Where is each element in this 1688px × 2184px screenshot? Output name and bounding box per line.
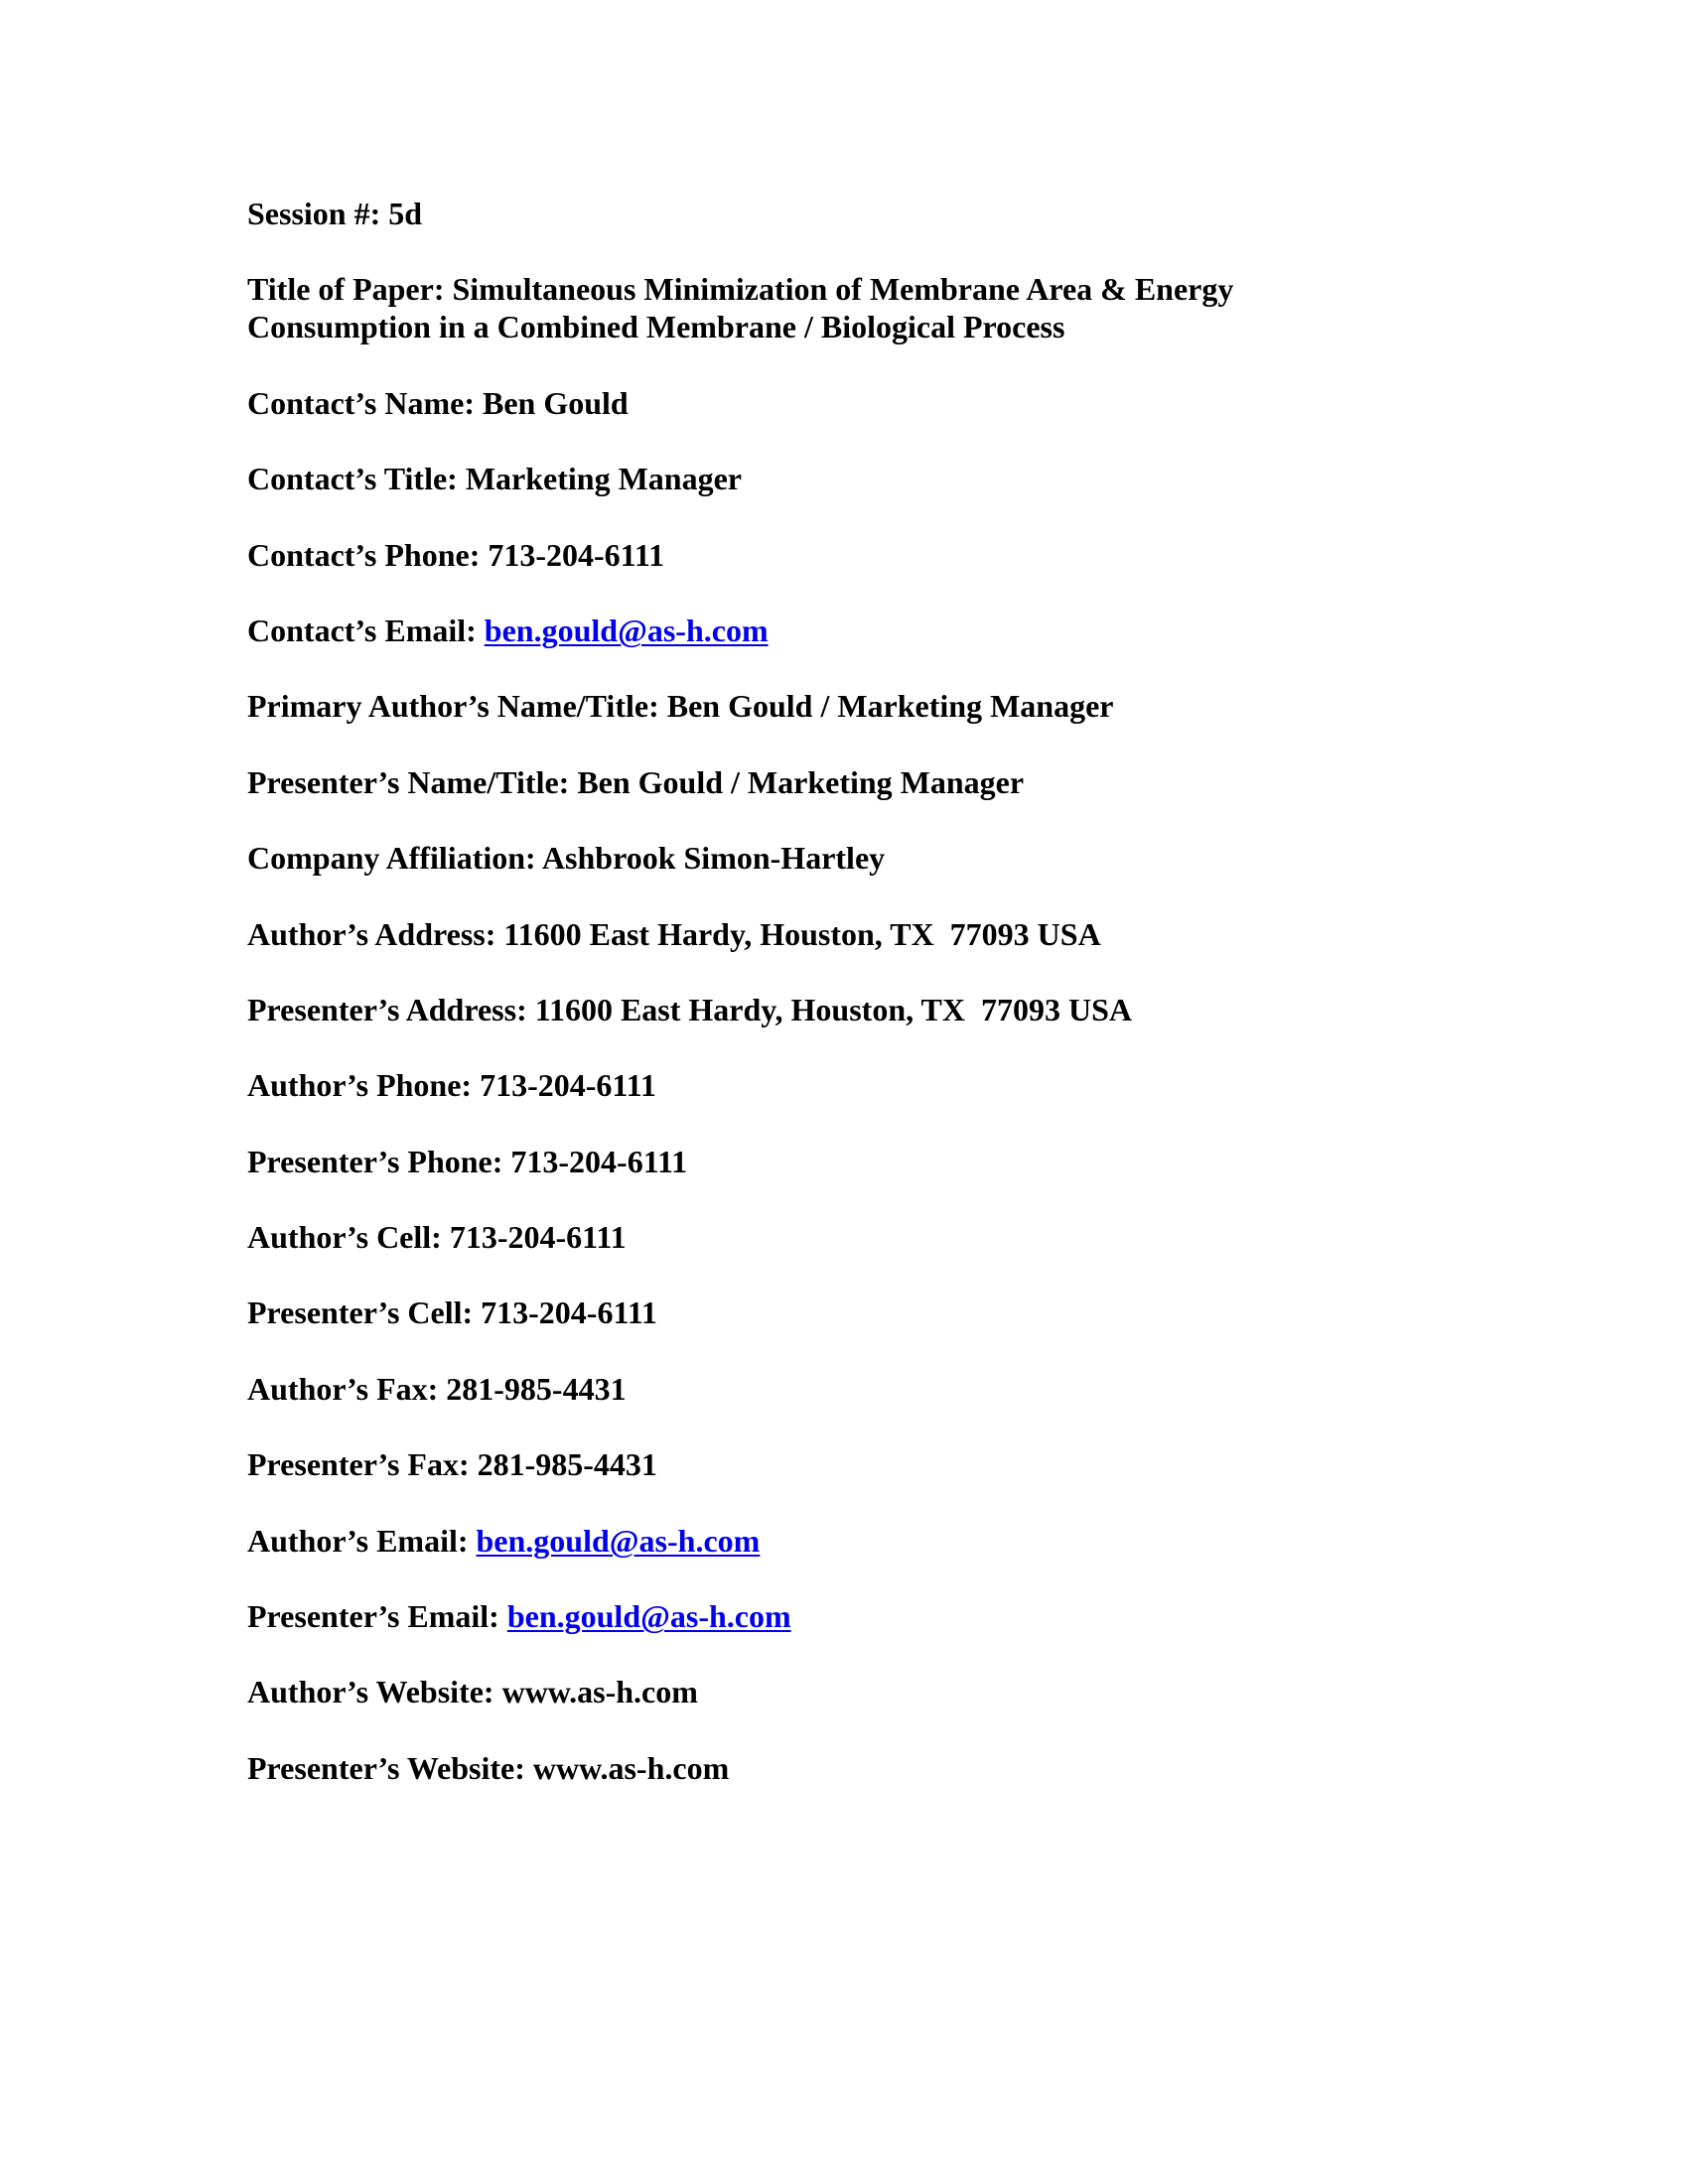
contact-title-value: Marketing Manager xyxy=(465,461,742,497)
author-website-value: www.as-h.com xyxy=(501,1674,698,1710)
author-address-field xyxy=(247,915,1459,953)
author-phone-value: 713-204-6111 xyxy=(480,1067,656,1104)
presenter-fax-field xyxy=(247,1445,1459,1483)
presenter-name-value: Ben Gould / Marketing Manager xyxy=(577,763,1025,800)
author-fax-label: Author’s Fax: xyxy=(247,1370,439,1407)
presenter-website-label: Presenter’s Website: xyxy=(247,1749,525,1786)
presenter-address-label: Presenter’s Address: xyxy=(247,991,527,1027)
presenter-cell-value: 713-204-6111 xyxy=(481,1295,657,1331)
presenter-phone-value: 713-204-6111 xyxy=(510,1143,688,1179)
contact-phone-field xyxy=(247,536,1459,574)
presenter-cell-field xyxy=(247,1294,1459,1331)
author-website-label: Author’s Website: xyxy=(247,1674,494,1710)
contact-title-field xyxy=(247,460,1459,497)
author-phone-label: Author’s Phone: xyxy=(247,1067,473,1104)
presenter-fax-value: 281-985-4431 xyxy=(477,1446,657,1483)
author-website-field xyxy=(247,1673,1459,1710)
contact-email-label: Contact’s Email: xyxy=(247,612,477,648)
author-address-label: Author’s Address: xyxy=(247,915,496,952)
presenter-name-label: Presenter’s Name/Title: xyxy=(247,763,570,800)
presenter-name-field xyxy=(247,763,1459,801)
session-field xyxy=(247,195,1459,232)
primary-author-field xyxy=(247,687,1459,725)
presenter-website-value: www.as-h.com xyxy=(532,1749,730,1786)
contact-phone-label: Contact’s Phone: xyxy=(247,536,481,573)
company-label: Company Affiliation: xyxy=(247,840,536,877)
presenter-email-label: Presenter’s Email: xyxy=(247,1598,499,1635)
contact-email-link[interactable]: ben.gould@as-h.com xyxy=(484,612,769,648)
presenter-address-value: 11600 East Hardy, Houston, TX 77093 USA xyxy=(534,991,1133,1027)
paper-title-line-2: Consumption in a Combined Membrane / Biological Process xyxy=(247,309,1065,345)
presenter-email-field xyxy=(247,1597,1459,1635)
contact-title-label: Contact’s Title: xyxy=(247,461,458,497)
author-fax-field xyxy=(247,1370,1459,1408)
author-email-field xyxy=(247,1522,1459,1560)
paper-title-field xyxy=(247,270,1459,345)
presenter-address-field xyxy=(247,991,1459,1028)
contact-name-value: Ben Gould xyxy=(482,384,629,421)
contact-name-field xyxy=(247,384,1459,422)
presenter-fax-label: Presenter’s Fax: xyxy=(247,1446,470,1483)
document-body xyxy=(247,195,1459,1825)
author-email-link[interactable]: ben.gould@as-h.com xyxy=(476,1522,761,1559)
company-field xyxy=(247,839,1459,877)
primary-author-label: Primary Author’s Name/Title: xyxy=(247,688,659,725)
author-fax-value: 281-985-4431 xyxy=(446,1370,627,1407)
contact-phone-value: 713-204-6111 xyxy=(488,536,665,573)
contact-name-label: Contact’s Name: xyxy=(247,384,475,421)
author-cell-value: 713-204-6111 xyxy=(449,1219,627,1256)
company-value: Ashbrook Simon-Hartley xyxy=(541,840,886,877)
presenter-phone-label: Presenter’s Phone: xyxy=(247,1143,503,1179)
presenter-phone-field xyxy=(247,1143,1459,1180)
paper-title-line-1: Simultaneous Minimization of Membrane Area & Energy xyxy=(452,271,1234,308)
paper-title-label: Title of Paper: xyxy=(247,271,445,308)
author-cell-label: Author’s Cell: xyxy=(247,1219,442,1256)
presenter-cell-label: Presenter’s Cell: xyxy=(247,1295,474,1331)
session-label: Session #: xyxy=(247,196,381,231)
contact-email-field xyxy=(247,612,1459,649)
author-address-value: 11600 East Hardy, Houston, TX 77093 USA xyxy=(503,915,1101,952)
primary-author-value: Ben Gould / Marketing Manager xyxy=(666,688,1114,725)
author-cell-field xyxy=(247,1218,1459,1256)
author-email-label: Author’s Email: xyxy=(247,1522,469,1559)
author-phone-field xyxy=(247,1066,1459,1104)
presenter-website-field xyxy=(247,1749,1459,1787)
session-value: 5d xyxy=(388,196,423,231)
presenter-email-link[interactable]: ben.gould@as-h.com xyxy=(506,1598,791,1635)
